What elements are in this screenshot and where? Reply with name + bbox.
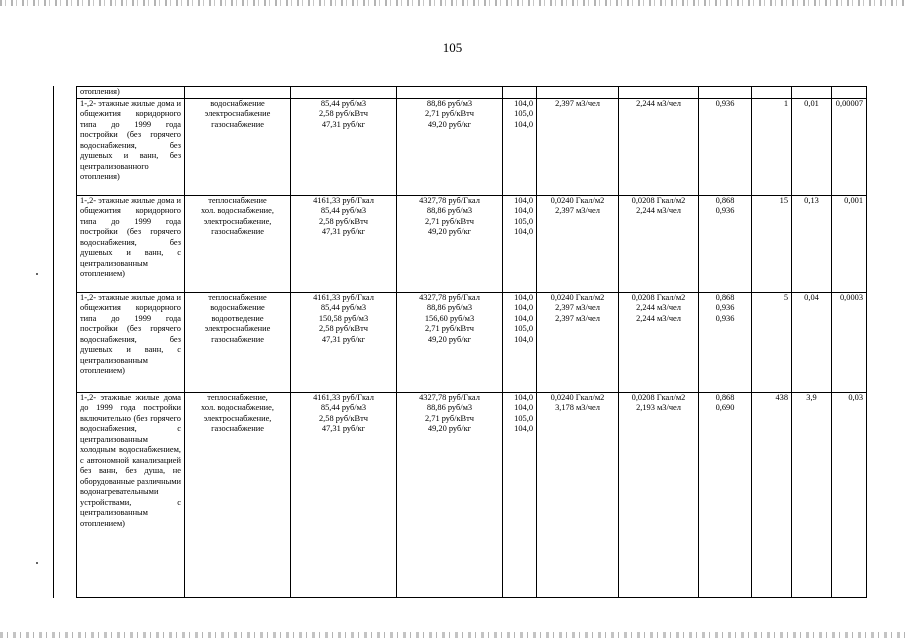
tariff-table bbox=[76, 86, 867, 598]
tariffs-1-line: 47,31 руб/кг bbox=[321, 334, 366, 344]
scan-speck bbox=[36, 562, 38, 564]
count-cell bbox=[752, 195, 792, 292]
share-text: 3,9 bbox=[806, 392, 817, 402]
tariffs-1-line: 150,58 руб/м3 bbox=[318, 313, 369, 323]
tariffs-2-line: 4327,78 руб/Гкал bbox=[419, 292, 480, 302]
services-line: водоснабжение bbox=[210, 98, 265, 108]
scan-speck bbox=[36, 273, 38, 275]
tariffs-2-cell bbox=[397, 292, 503, 392]
index-cell bbox=[503, 392, 537, 597]
services-line: электроснабжение bbox=[204, 109, 271, 118]
scan-noise-top bbox=[0, 0, 905, 6]
dwelling-description-cell bbox=[77, 195, 185, 292]
norms-1-line: 3,178 м3/чел bbox=[555, 403, 600, 413]
tariffs-2-cell bbox=[397, 392, 503, 597]
continuation-row bbox=[77, 87, 867, 99]
coefficient-cell bbox=[699, 98, 752, 195]
services-line: электроснабжение, bbox=[203, 216, 272, 226]
norms-1-line: 2,397 м3/чел bbox=[555, 98, 600, 108]
tariffs-2-line: 156,60 руб/м3 bbox=[424, 313, 475, 323]
index-line: 105,0 bbox=[514, 109, 533, 118]
count-text: 5 bbox=[783, 292, 788, 302]
share-text: 0,13 bbox=[804, 195, 819, 205]
index-line: 104,0 bbox=[514, 206, 533, 216]
tariffs-2-line: 49,20 руб/кг bbox=[427, 334, 472, 344]
dwelling-description-text: 1-,2- этажные жилые дома до 1999 года постройки включительно (без горячего водоснабжения, с централизованным холодным водоснабжением, с автономной канализацией без ванн, без душа, не оборудованные различными водонагревательными устройствами, с централизованным отоплением) bbox=[80, 392, 181, 528]
tariffs-1-line: 2,58 руб/кВтч bbox=[318, 216, 369, 226]
services-line: хол. водоснабжение, bbox=[201, 206, 274, 216]
services-cell bbox=[185, 292, 291, 392]
tariffs-1-line: 85,44 руб/м3 bbox=[320, 206, 367, 216]
count-cell bbox=[752, 392, 792, 597]
norms-1-line: 2,397 м3/чел bbox=[555, 206, 600, 216]
services-line: хол. водоснабжение, bbox=[201, 403, 274, 413]
tariffs-1-line: 47,31 руб/кг bbox=[321, 424, 366, 434]
services-line: теплоснабжение, bbox=[207, 392, 268, 402]
index-line: 104,0 bbox=[514, 424, 533, 434]
services-line: газоснабжение bbox=[211, 119, 264, 129]
share-cell bbox=[792, 292, 832, 392]
norms-2-line: 2,244 м3/чел bbox=[636, 303, 681, 313]
index-line: 104,0 bbox=[514, 392, 533, 402]
services-cell bbox=[185, 98, 291, 195]
index-line: 104,0 bbox=[514, 227, 533, 237]
share2-cell bbox=[832, 292, 867, 392]
norms-2-line: 2,244 м3/чел bbox=[636, 206, 681, 216]
tariffs-1-cell bbox=[291, 292, 397, 392]
tariffs-1-line: 2,58 руб/кВтч bbox=[318, 109, 369, 118]
tariffs-1-line: 47,31 руб/кг bbox=[321, 119, 366, 129]
norms-1-cell bbox=[537, 195, 619, 292]
share2-cell bbox=[832, 98, 867, 195]
table-row bbox=[77, 292, 867, 392]
index-line: 104,0 bbox=[514, 119, 533, 129]
tariffs-2-line: 2,71 руб/кВтч bbox=[424, 324, 475, 334]
share2-cell bbox=[832, 195, 867, 292]
count-text: 15 bbox=[779, 195, 788, 205]
services-line: теплоснабжение bbox=[208, 292, 267, 302]
tariffs-1-line: 85,44 руб/м3 bbox=[320, 303, 367, 313]
norms-1-line: 2,397 м3/чел bbox=[555, 303, 600, 313]
norms-2-cell bbox=[619, 195, 699, 292]
index-line: 105,0 bbox=[514, 324, 533, 334]
share-text: 0,01 bbox=[804, 98, 819, 108]
tariffs-1-line: 4161,33 руб/Гкал bbox=[313, 195, 374, 205]
norms-1-line: 0,0240 Гкал/м2 bbox=[550, 292, 605, 302]
tariffs-2-line: 49,20 руб/кг bbox=[427, 119, 472, 129]
coefficient-line: 0,868 bbox=[715, 195, 735, 205]
share-cell bbox=[792, 98, 832, 195]
dwelling-description-text: 1-,2- этажные жилые дома и общежития коридорного типа до 1999 года постройки (без горячего водоснабжения, без душевых и ванн, без централизованного отопления) bbox=[80, 98, 181, 181]
services-line: водоотведение bbox=[211, 313, 264, 323]
table-row bbox=[77, 98, 867, 195]
index-line: 104,0 bbox=[514, 195, 533, 205]
share-cell bbox=[792, 392, 832, 597]
coefficient-line: 0,936 bbox=[715, 98, 735, 108]
tariffs-2-line: 2,71 руб/кВтч bbox=[424, 413, 475, 423]
services-line: газоснабжение bbox=[211, 227, 264, 237]
norms-2-cell bbox=[619, 392, 699, 597]
tariffs-1-line: 2,58 руб/кВтч bbox=[318, 324, 369, 334]
dwelling-description-cell bbox=[77, 292, 185, 392]
norms-1-cell bbox=[537, 392, 619, 597]
index-line: 104,0 bbox=[514, 334, 533, 344]
tariffs-2-line: 49,20 руб/кг bbox=[427, 424, 472, 434]
share2-text: 0,03 bbox=[848, 392, 863, 402]
dwelling-description-cell bbox=[77, 392, 185, 597]
tariffs-2-cell bbox=[397, 98, 503, 195]
tariffs-2-line: 88,86 руб/м3 bbox=[426, 303, 473, 313]
norms-2-line: 2,193 м3/чел bbox=[636, 403, 681, 413]
tariffs-1-line: 85,44 руб/м3 bbox=[320, 98, 367, 108]
index-line: 104,0 bbox=[514, 313, 533, 323]
services-cell bbox=[185, 195, 291, 292]
tariffs-1-line: 4161,33 руб/Гкал bbox=[313, 392, 374, 402]
page-number: 105 bbox=[442, 40, 463, 55]
norms-2-line: 2,244 м3/чел bbox=[636, 313, 681, 323]
dwelling-description-text: 1-,2- этажные жилые дома и общежития коридорного типа до 1999 года постройки (без горячего водоснабжения, без душевых и ванн, с централизованным отоплением) bbox=[80, 292, 181, 376]
index-line: 105,0 bbox=[514, 216, 533, 226]
table-row bbox=[77, 392, 867, 597]
index-line: 104,0 bbox=[514, 403, 533, 413]
tariffs-1-line: 47,31 руб/кг bbox=[321, 227, 366, 237]
tariffs-2-line: 2,71 руб/кВтч bbox=[424, 109, 475, 118]
dwelling-description-cell bbox=[77, 98, 185, 195]
index-line: 104,0 bbox=[514, 303, 533, 313]
index-cell bbox=[503, 195, 537, 292]
tariffs-1-cell bbox=[291, 195, 397, 292]
dwelling-description-text: 1-,2- этажные жилые дома и общежития коридорного типа до 1999 года постройки (без горячего водоснабжения, без душевых и ванн, с централизованным отоплением) bbox=[80, 195, 181, 279]
services-line: электроснабжение, bbox=[203, 413, 272, 423]
norms-1-line: 2,397 м3/чел bbox=[555, 313, 600, 323]
norms-2-cell bbox=[619, 98, 699, 195]
index-line: 104,0 bbox=[514, 98, 533, 108]
count-cell bbox=[752, 98, 792, 195]
coefficient-cell bbox=[699, 292, 752, 392]
coefficient-line: 0,868 bbox=[715, 392, 735, 402]
norms-2-line: 0,0208 Гкал/м2 bbox=[631, 292, 686, 302]
index-cell bbox=[503, 98, 537, 195]
tariffs-1-cell bbox=[291, 98, 397, 195]
tariffs-1-line: 85,44 руб/м3 bbox=[320, 403, 367, 413]
tariffs-2-line: 4327,78 руб/Гкал bbox=[419, 195, 480, 205]
coefficient-line: 0,690 bbox=[715, 403, 735, 413]
share2-cell bbox=[832, 392, 867, 597]
coefficient-line: 0,936 bbox=[715, 313, 735, 323]
coefficient-cell bbox=[699, 392, 752, 597]
services-line: водоснабжение bbox=[210, 303, 265, 313]
share2-text: 0,001 bbox=[844, 195, 863, 205]
index-cell bbox=[503, 292, 537, 392]
index-line: 105,0 bbox=[514, 413, 533, 423]
tariffs-2-line: 88,86 руб/м3 bbox=[426, 206, 473, 216]
index-line: 104,0 bbox=[514, 292, 533, 302]
norms-2-line: 2,244 м3/чел bbox=[636, 98, 681, 108]
count-text: 438 bbox=[775, 392, 788, 402]
tariffs-2-line: 88,86 руб/м3 bbox=[426, 98, 473, 108]
share-cell bbox=[792, 195, 832, 292]
table-row bbox=[77, 195, 867, 292]
share2-text: 0,0003 bbox=[839, 292, 863, 302]
tariffs-2-line: 88,86 руб/м3 bbox=[426, 403, 473, 413]
norms-1-line: 0,0240 Гкал/м2 bbox=[550, 392, 605, 402]
scan-noise-bottom bbox=[0, 632, 905, 638]
tariffs-2-line: 4327,78 руб/Гкал bbox=[419, 392, 480, 402]
norms-1-cell bbox=[537, 292, 619, 392]
coefficient-cell bbox=[699, 195, 752, 292]
norms-1-cell bbox=[537, 98, 619, 195]
count-text: 1 bbox=[783, 98, 788, 108]
services-line: электроснабжение bbox=[204, 324, 271, 334]
norms-2-cell bbox=[619, 292, 699, 392]
norms-2-line: 0,0208 Гкал/м2 bbox=[631, 392, 686, 402]
norms-1-line: 0,0240 Гкал/м2 bbox=[550, 195, 605, 205]
coefficient-line: 0,936 bbox=[715, 303, 735, 313]
share2-text: 0,00007 bbox=[835, 98, 863, 108]
tariffs-1-line: 2,58 руб/кВтч bbox=[318, 413, 369, 423]
left-margin-rule bbox=[53, 86, 54, 598]
tariffs-2-line: 49,20 руб/кг bbox=[427, 227, 472, 237]
tariffs-1-cell bbox=[291, 392, 397, 597]
tariffs-1-line: 4161,33 руб/Гкал bbox=[313, 292, 374, 302]
norms-2-line: 0,0208 Гкал/м2 bbox=[631, 195, 686, 205]
services-line: газоснабжение bbox=[211, 334, 264, 344]
services-line: газоснабжение bbox=[211, 424, 264, 434]
services-cell bbox=[185, 392, 291, 597]
continuation-text: отопления) bbox=[77, 87, 185, 99]
tariffs-2-line: 2,71 руб/кВтч bbox=[424, 216, 475, 226]
coefficient-line: 0,868 bbox=[715, 292, 735, 302]
count-cell bbox=[752, 292, 792, 392]
tariffs-2-cell bbox=[397, 195, 503, 292]
coefficient-line: 0,936 bbox=[715, 206, 735, 216]
share-text: 0,04 bbox=[804, 292, 819, 302]
services-line: теплоснабжение bbox=[208, 195, 267, 205]
